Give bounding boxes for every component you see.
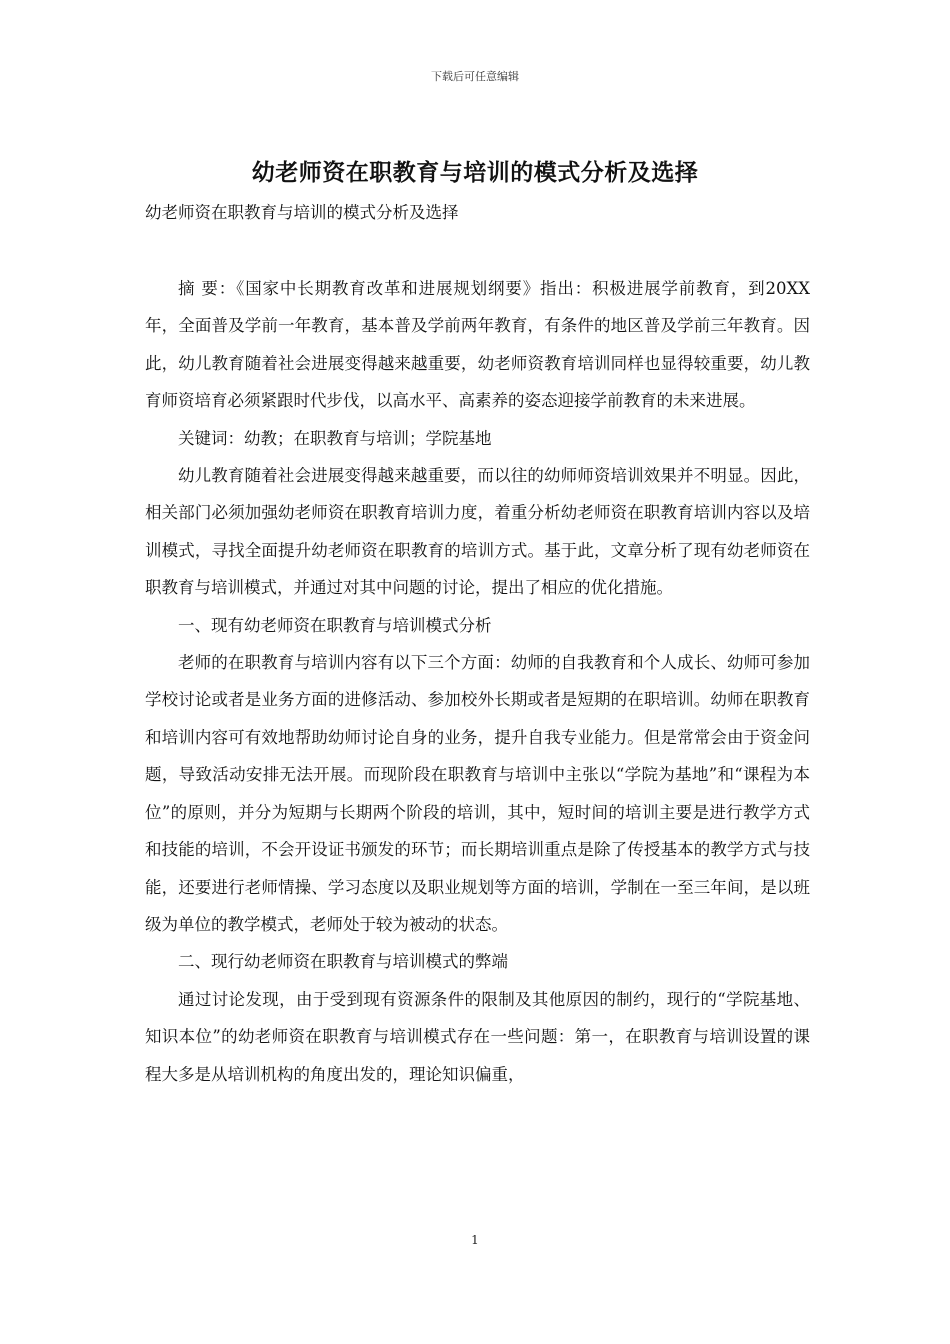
section-2-paragraph: 通过讨论发现，由于受到现有资源条件的限制及其他原因的制约，现行的“学院基地、知识本位”的幼老师资在职教育与培训模式存在一些问题：第一，在职教育与培训设置的课程大多是从培训机构的角度出发的，理论知识偏重， — [145, 989, 810, 1084]
page-header: 下载后可任意编辑 — [431, 70, 519, 83]
section-heading-1: 一、现有幼老师资在职教育与培训模式分析 — [178, 615, 492, 635]
document-subtitle: 幼老师资在职教育与培训的模式分析及选择 — [145, 203, 459, 222]
document-body — [145, 270, 810, 1093]
document-title: 幼老师资在职教育与培训的模式分析及选择 — [251, 159, 699, 186]
keywords-paragraph: 关键词：幼教；在职教育与培训；学院基地 — [178, 428, 492, 448]
section-1-paragraph: 老师的在职教育与培训内容有以下三个方面：幼师的自我教育和个人成长、幼师可参加学校讨论或者是业务方面的进修活动、参加校外长期或者是短期的在职培训。幼师在职教育和培训内容可有效地帮助幼师讨论自身的业务，提升自我专业能力。但是常常会由于资金问题，导致活动安排无法开展。而现阶段在职教育与培训中主张以“学院为基地”和“课程为本位”的原则，并分为短期与长期两个阶段的培训，其中，短时间的培训主要是进行教学方式和技能的培训，不会开设证书颁发的环节；而长期培训重点是除了传授基本的教学方式与技能，还要进行老师情操、学习态度以及职业规划等方面的培训，学制在一至三年间，是以班级为单位的教学模式，老师处于较为被动的状态。 — [145, 653, 810, 934]
section-heading-2: 二、现行幼老师资在职教育与培训模式的弊端 — [178, 952, 508, 972]
page-number: 1 — [471, 1233, 479, 1247]
abstract-paragraph: 摘 要：《国家中长期教育改革和进展规划纲要》指出：积极进展学前教育，到20XX年，全面普及学前一年教育，基本普及学前两年教育，有条件的地区普及学前三年教育。因此，幼儿教育随着社会进展变得越来越重要，幼老师资教育培训同样也显得较重要，幼儿教育师资培育必须紧跟时代步伐，以高水平、高素养的姿态迎接学前教育的未来进展。 — [145, 279, 810, 411]
intro-paragraph: 幼儿教育随着社会进展变得越来越重要，而以往的幼师师资培训效果并不明显。因此，相关部门必须加强幼老师资在职教育培训力度，着重分析幼老师资在职教育培训内容以及培训模式，寻找全面提升幼老师资在职教育的培训方式。基于此，文章分析了现有幼老师资在职教育与培训模式，并通过对其中问题的讨论，提出了相应的优化措施。 — [145, 466, 810, 598]
